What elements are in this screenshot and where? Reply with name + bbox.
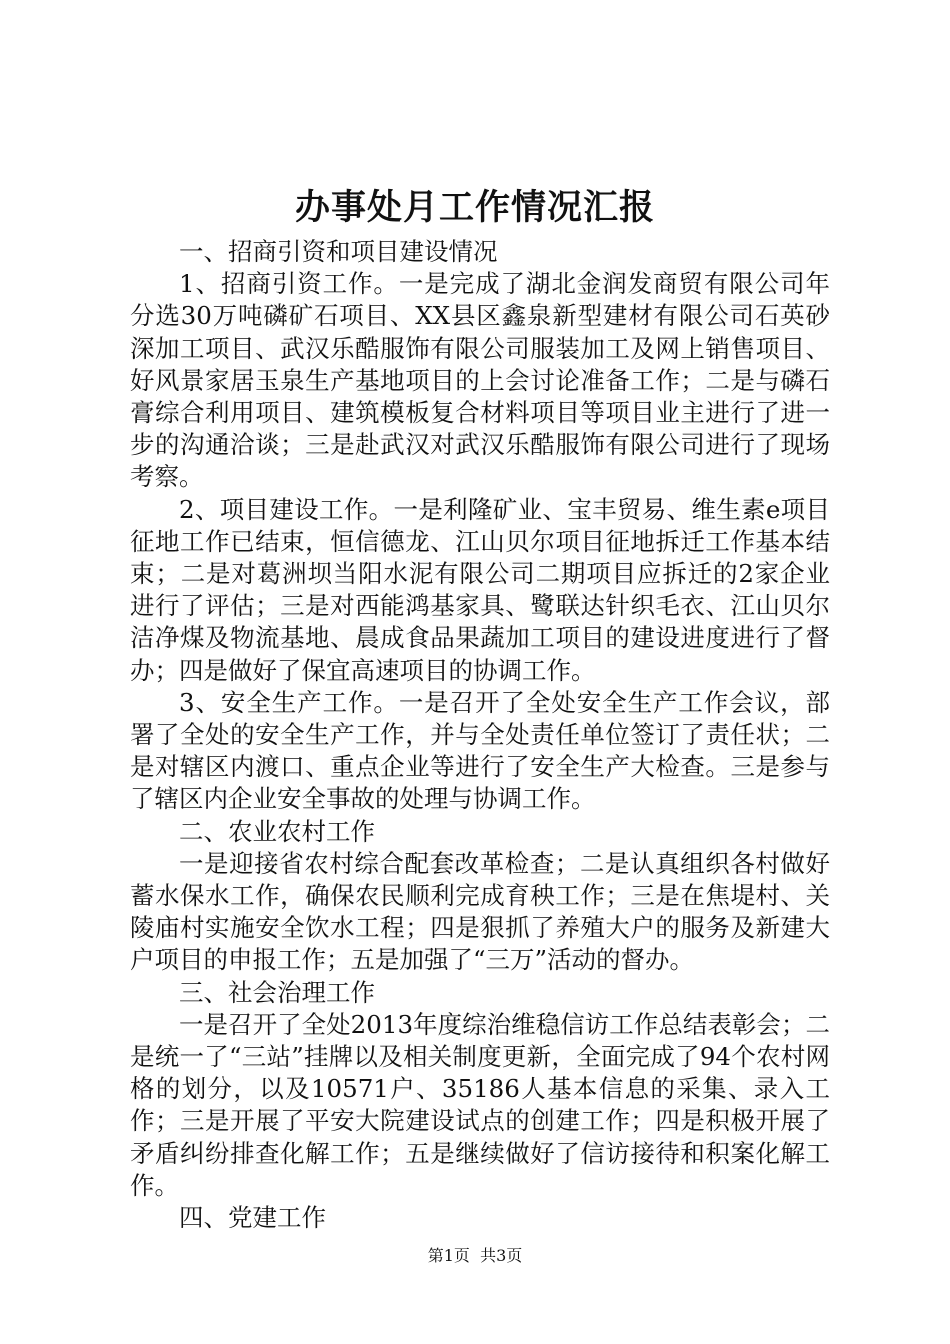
paragraph-safety-production: 3、安全生产工作。一是召开了全处安全生产工作会议，部署了全处的安全生产工作，并与全处责任单位签订了责任状；二是对辖区内渡口、重点企业等进行了安全生产大检查。三是参与了辖区内企业安全事故的处理与协调工作。 — [130, 687, 830, 814]
page-number-footer: 第1页 共3页 — [427, 1246, 523, 1265]
paragraph-investment-work: 1、招商引资工作。一是完成了湖北金润发商贸有限公司年分选30万吨磷矿石项目、XX县区鑫泉新型建材有限公司石英砂深加工项目、武汉乐酷服饰有限公司服装加工及网上销售项目、好风景家居玉泉生产基地项目的上会讨论准备工作；二是与磷石膏综合利用项目、建筑模板复合材料项目等项目业主进行了进一步的沟通洽谈；三是赴武汉对武汉乐酷服饰有限公司进行了现场考察。 — [130, 269, 830, 492]
section-heading-party-building: 四、党建工作 — [179, 1203, 326, 1233]
document-body — [130, 236, 830, 1234]
section-heading-investment: 一、招商引资和项目建设情况 — [179, 237, 498, 266]
section-heading-social-governance: 三、社会治理工作 — [179, 977, 375, 1007]
section-heading-agriculture: 二、农业农村工作 — [179, 816, 375, 846]
paragraph-project-construction: 2、项目建设工作。一是利隆矿业、宝丰贸易、维生素e项目征地工作已结束，恒信德龙、江山贝尔项目征地拆迁工作基本结束；二是对葛洲坝当阳水泥有限公司二期项目应拆迁的2家企业进行了评估；三是对西能鸿基家具、鹭联达针织毛衣、江山贝尔洁净煤及物流基地、晨成食品果蔬加工项目的建设进度进行了督办；四是做好了保宜高速项目的协调工作。 — [130, 494, 830, 685]
paragraph-social-governance: 一是召开了全处2013年度综治维稳信访工作总结表彰会；二是统一了“三站”挂牌以及相关制度更新，全面完成了94个农村网格的划分，以及10571户、35186人基本信息的采集、录入工作；三是开展了平安大院建设试点的创建工作；四是积极开展了矛盾纠纷排查化解工作；五是继续做好了信访接待和积案化解工作。 — [130, 1009, 830, 1200]
paragraph-agriculture: 一是迎接省农村综合配套改革检查；二是认真组织各村做好蓄水保水工作，确保农民顺利完成育秧工作；三是在焦堤村、关陵庙村实施安全饮水工程；四是狠抓了养殖大户的服务及新建大户项目的申报工作；五是加强了“三万”活动的督办。 — [130, 848, 830, 975]
document-title: 办事处月工作情况汇报 — [294, 187, 655, 228]
